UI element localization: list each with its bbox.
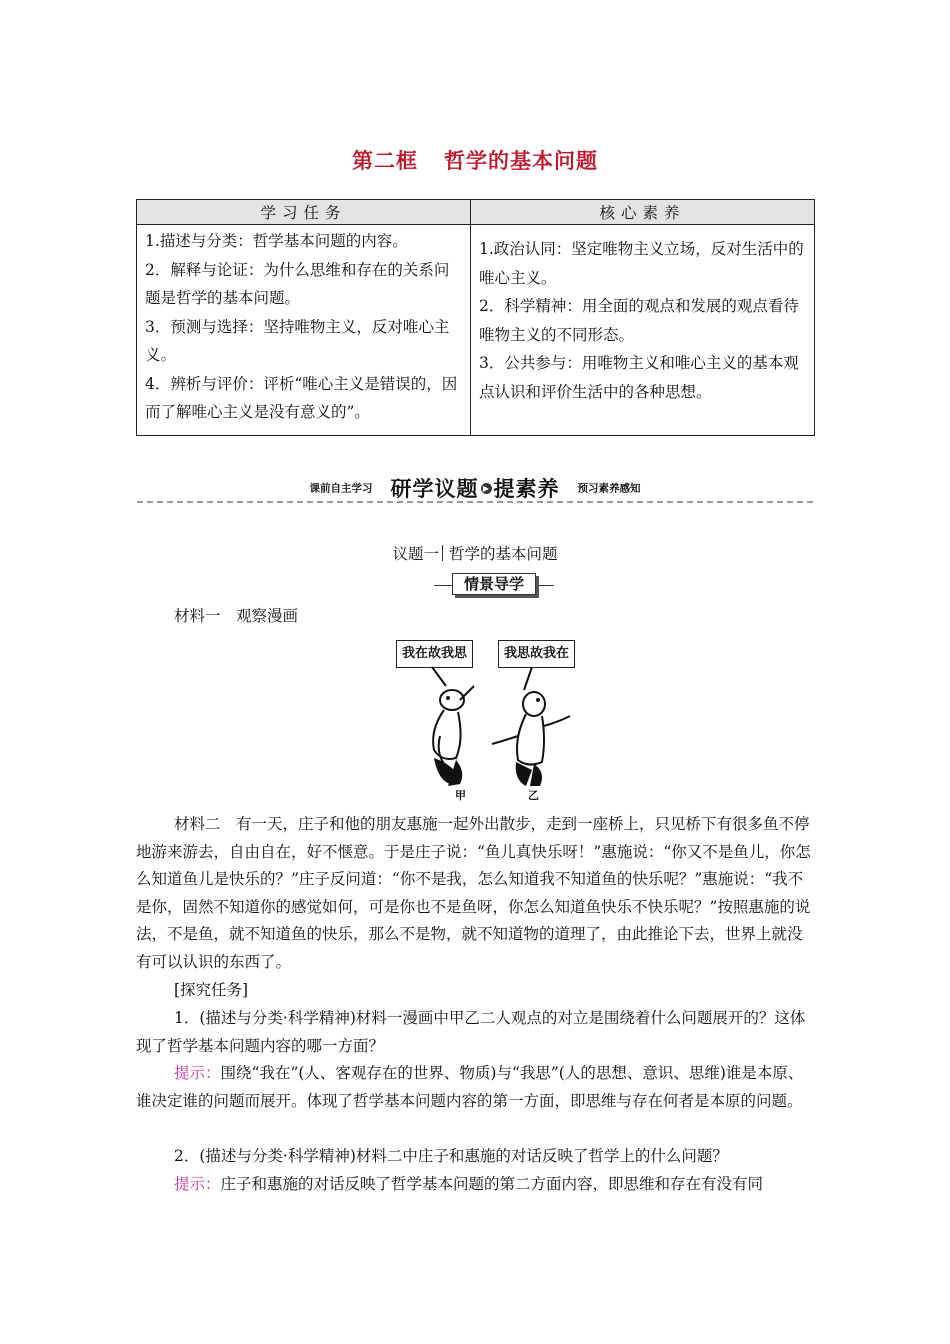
topic-number: 议题一 xyxy=(392,545,439,563)
badge-label: 情景导学 xyxy=(452,573,536,595)
title-part1: 第二框 xyxy=(352,149,418,173)
banner-right-label: 预习素养感知 xyxy=(577,482,641,495)
answer-1 xyxy=(136,1060,816,1115)
header-learning-tasks: 学习任务 xyxy=(137,200,471,225)
banner-left-label: 课前自主学习 xyxy=(309,482,373,495)
banner-main-left: 研学议题 xyxy=(390,477,479,501)
section-banner xyxy=(137,473,813,507)
competency-item: 1.政治认同：坚定唯物主义立场，反对生活中的唯心主义。 xyxy=(479,240,804,287)
page-title xyxy=(0,145,950,175)
cartoon-illustration xyxy=(394,640,584,805)
cartoon-figures-icon xyxy=(394,640,584,805)
hint-label: 提示： xyxy=(174,1064,221,1082)
learning-goals-table xyxy=(136,199,815,436)
question-2: 2．(描述与分类·科学精神)材料二中庄子和惠施的对话反映了哲学上的什么问题？ xyxy=(174,1147,728,1165)
topic-title: 哲学的基本问题 xyxy=(449,545,558,563)
task-item: 2．解释与论证：为什么思维和存在的关系问题是哲学的基本问题。 xyxy=(145,260,450,307)
figure-label-yi: 乙 xyxy=(528,789,539,802)
learning-tasks-cell xyxy=(137,225,471,436)
topic-heading xyxy=(0,542,950,564)
figure-label-jia: 甲 xyxy=(455,789,466,802)
title-part2: 哲学的基本问题 xyxy=(444,149,598,173)
question-1: 1．(描述与分类·科学精神)材料一漫画中甲乙二人观点的对立是围绕着什么问题展开的？这体现了哲学基本问题内容的哪一方面？ xyxy=(136,1009,806,1055)
core-competencies-cell xyxy=(471,225,815,436)
task-item: 3．预测与选择：坚持唯物主义，反对唯心主义。 xyxy=(145,317,450,364)
competency-item: 3．公共参与：用唯物主义和唯心主义的基本观点认识和评价生活中的各种思想。 xyxy=(479,354,799,401)
hint-label: 提示： xyxy=(174,1175,221,1193)
material-one-heading: 材料一 观察漫画 xyxy=(174,607,299,625)
task-item: 1.描述与分类：哲学基本问题的内容。 xyxy=(145,232,408,250)
banner-main-right: 提素养 xyxy=(493,477,560,501)
answer-2 xyxy=(136,1171,816,1199)
explore-tasks-heading: [探究任务] xyxy=(174,981,249,999)
speech-bubble-right: 我思故我在 xyxy=(498,640,575,668)
subsection-badge xyxy=(434,573,554,597)
header-core-competencies: 核心素养 xyxy=(471,200,815,225)
speech-bubble-left: 我在故我思 xyxy=(396,640,473,668)
arrow-right-icon: ▶ xyxy=(481,483,492,494)
material-two-paragraph: 材料二 有一天，庄子和他的朋友惠施一起外出散步，走到一座桥上，只见桥下有很多鱼不停地游来游去，自由自在，好不惬意。于是庄子说：“鱼儿真快乐呀！”惠施说：“你又不是鱼儿，你怎么知道鱼儿是快乐的？”庄子反问道：“你不是我，怎么知道我不知道鱼的快乐呢？”惠施说：“我不是你，固然不知道你的感觉如何，可是你也不是鱼呀，你怎么知道鱼快乐不快乐呢？”按照惠施的说法，不是鱼，就不知道鱼的快乐，那么不是物，就不知道物的道理了，由此推论下去，世界上就没有可以认识的东西了。 xyxy=(136,815,811,971)
answer-1-text: 围绕“我在”(人、客观存在的世界、物质)与“我思”(人的思想、意识、思维)谁是本原、谁决定谁的问题而展开。体现了哲学基本问题内容的第一方面，即思维与存在何者是本原的问题。 xyxy=(136,1064,804,1110)
task-item: 4．辨析与评价：评析“唯心主义是错误的，因而了解唯心主义是没有意义的”。 xyxy=(145,374,458,421)
competency-item: 2．科学精神：用全面的观点和发展的观点看待唯物主义的不同形态。 xyxy=(479,297,799,344)
answer-2-text: 庄子和惠施的对话反映了哲学基本问题的第二方面内容，即思维和存在有没有同 xyxy=(220,1175,764,1193)
